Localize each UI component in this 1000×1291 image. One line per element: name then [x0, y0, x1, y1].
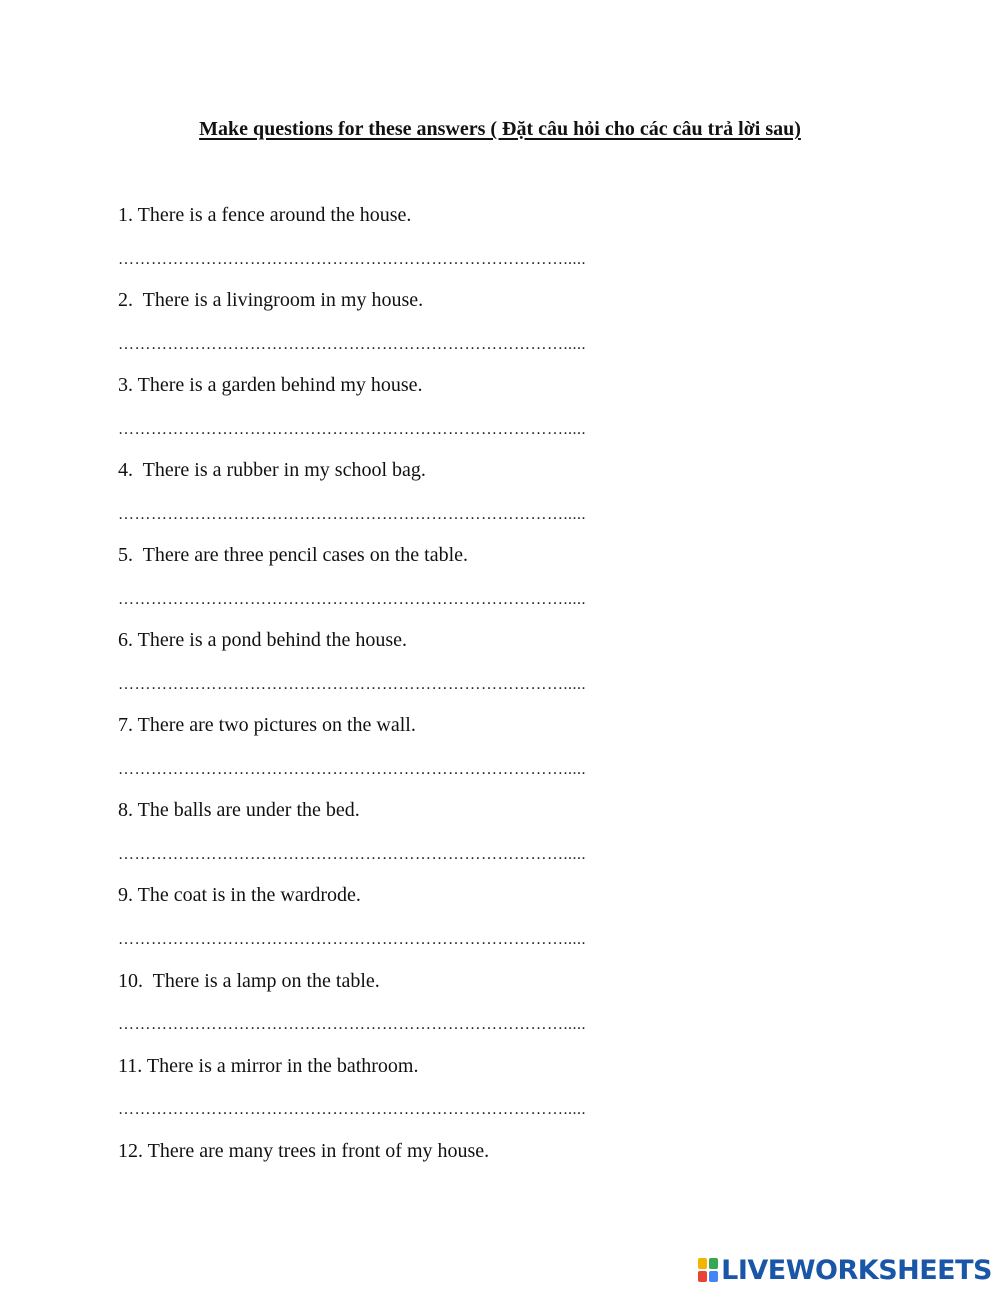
- question-item-6: 6. There is a pond behind the house.: [118, 629, 408, 651]
- question-item-11: 11. There is a mirror in the bathroom.: [118, 1055, 419, 1077]
- answer-line-5[interactable]: ……………………………………………………………………….....: [118, 591, 586, 608]
- answer-line-2[interactable]: ……………………………………………………………………….....: [118, 336, 586, 353]
- answer-line-11[interactable]: ……………………………………………………………………….....: [118, 1101, 586, 1118]
- answer-line-7[interactable]: ……………………………………………………………………….....: [118, 761, 586, 778]
- question-item-5: 5. There are three pencil cases on the table.: [118, 544, 469, 566]
- question-item-7: 7. There are two pictures on the wall.: [118, 714, 416, 736]
- question-item-10: 10. There is a lamp on the table.: [118, 970, 380, 992]
- question-item-3: 3. There is a garden behind my house.: [118, 374, 423, 396]
- answer-line-1[interactable]: ……………………………………………………………………….....: [118, 251, 586, 268]
- answer-line-3[interactable]: ……………………………………………………………………….....: [118, 421, 586, 438]
- answer-line-8[interactable]: ……………………………………………………………………….....: [118, 846, 586, 863]
- question-item-9: 9. The coat is in the wardrode.: [118, 884, 361, 906]
- logo-block-3: [698, 1271, 707, 1282]
- logo-block-1: [698, 1258, 707, 1269]
- question-item-12: 12. There are many trees in front of my house.: [118, 1140, 490, 1162]
- answer-line-6[interactable]: ……………………………………………………………………….....: [118, 676, 586, 693]
- question-item-8: 8. The balls are under the bed.: [118, 799, 360, 821]
- answer-line-10[interactable]: ……………………………………………………………………….....: [118, 1016, 586, 1033]
- logo-text: LIVEWORKSHEETS: [721, 1254, 992, 1286]
- question-item-2: 2. There is a livingroom in my house.: [118, 289, 424, 311]
- question-item-1: 1. There is a fence around the house.: [118, 204, 412, 226]
- logo-block-2: [709, 1258, 718, 1269]
- answer-line-4[interactable]: ……………………………………………………………………….....: [118, 506, 586, 523]
- liveworksheets-mark-icon: [697, 1257, 719, 1283]
- liveworksheets-logo: [697, 1252, 992, 1288]
- logo-block-4: [709, 1271, 718, 1282]
- question-item-4: 4. There is a rubber in my school bag.: [118, 459, 426, 481]
- answer-line-9[interactable]: ……………………………………………………………………….....: [118, 931, 586, 948]
- worksheet-title: Make questions for these answers ( Đặt câu hỏi cho các câu trả lời sau): [199, 118, 801, 140]
